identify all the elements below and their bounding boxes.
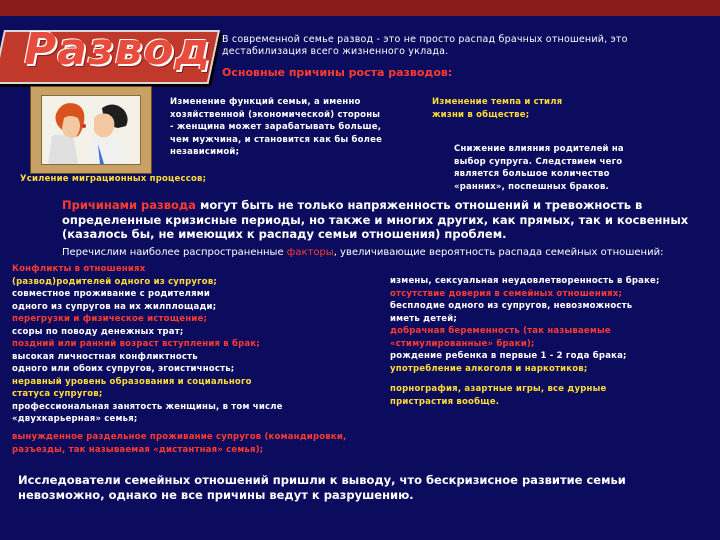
right-factors-list	[390, 275, 660, 375]
kissing-couple-icon	[41, 95, 141, 165]
causes-paragraph	[62, 198, 692, 242]
reason-tempo-line: жизни в обществе;	[432, 109, 530, 120]
factor-item: статуса супругов;	[12, 389, 103, 399]
porn-factor-line: пристрастия вообще.	[390, 396, 500, 407]
factors-paragraph	[62, 246, 692, 259]
reason-functions-line: Изменение функций семьи, а именно	[170, 97, 361, 107]
reason-parents	[454, 143, 624, 193]
factor-item: ссоры по поводу денежных трат;	[12, 326, 184, 337]
factor-item: одного или обоих супругов, эгоистичность;	[12, 364, 235, 374]
factor-item: употребление алкоголя и наркотиков;	[390, 363, 588, 374]
reason-tempo	[432, 96, 562, 121]
factor-item: рождение ребенка в первые 1 - 2 года брака;	[390, 351, 627, 361]
reason-functions-line: чем мужчина, и становится как бы более	[170, 134, 383, 145]
couple-picture	[30, 86, 152, 174]
reason-functions-line: хозяйственной (экономической) стороны	[170, 109, 381, 120]
factor-item: иметь детей;	[390, 313, 458, 324]
factor-item: добрачная беременность (так называемые	[390, 326, 611, 336]
factors-highlight: факторы	[286, 247, 334, 258]
factor-item: одного из супругов на их жилплощади;	[12, 301, 217, 312]
causes-highlight: Причинами развода	[62, 198, 196, 212]
reason-parents-line: является большое количество	[454, 169, 610, 179]
factor-item: Конфликты в отношениях	[12, 264, 146, 274]
factor-item: измены, сексуальная неудовлетворенность в браке;	[390, 276, 660, 286]
reason-migration: Усиление миграционных процессов;	[20, 174, 207, 184]
factor-item: неравный уровень образования и социального	[12, 376, 252, 387]
reason-functions-line: независимой;	[170, 147, 240, 157]
factor-item: бесплодие одного из супругов, невозможность	[390, 301, 633, 311]
factor-item: совместное проживание с родителями	[12, 289, 211, 299]
separate-living-line: вынужденное раздельное проживание супругов (командировки,	[12, 432, 347, 442]
factor-item: «двухкарьерная» семья;	[12, 414, 138, 424]
factor-item: «стимулированные» браки);	[390, 338, 535, 349]
separate-living	[12, 431, 346, 456]
reason-functions	[170, 96, 382, 159]
factor-item: перегрузки и физическое истощение;	[12, 314, 208, 324]
porn-factor	[390, 383, 606, 408]
reason-parents-line: выбор супруга. Следствием чего	[454, 156, 623, 167]
factor-item: высокая личностная конфликтность	[12, 351, 198, 362]
slide-title: Развод	[24, 24, 212, 75]
reasons-heading: Основные причины роста разводов:	[222, 66, 453, 79]
factor-item: (развод)родителей одного из супругов;	[12, 276, 217, 287]
intro-text: В современной семье развод - это не просто распад брачных отношений, это дестабилизация всего жизненного уклада.	[222, 34, 628, 57]
separate-living-line: разъезды, так называемая «дистантная» семья);	[12, 444, 264, 455]
factor-item: профессиональная занятость женщины, в том числе	[12, 401, 283, 412]
conclusion-text: Исследователи семейных отношений пришли к выводу, что бескризисное развитие семьи невозможно, однако не все причины ведут к разрушению.	[18, 473, 626, 502]
top-bar	[0, 0, 720, 16]
left-factors-list	[12, 263, 283, 426]
porn-factor-line: порнография, азартные игры, все дурные	[390, 384, 607, 394]
factor-item: отсутствие доверия в семейных отношениях;	[390, 288, 623, 299]
reason-parents-line: Снижение влияния родителей на	[454, 144, 624, 154]
causes-text: могут быть не только напряженность отношений и тревожность в определенные кризисные периоды, но также и многих других, как прямых, так и косвенных (казалось бы, не имеющих к распаду семьи отношения) проблем.	[62, 198, 689, 241]
reason-parents-line: «ранних», поспешных браков.	[454, 181, 609, 192]
factors-post: , увеличивающие вероятность распада семейных отношений:	[333, 247, 664, 258]
reason-functions-line: - женщина может зарабатывать больше,	[170, 122, 382, 132]
factors-pre: Перечислим наиболее распространенные	[62, 247, 287, 258]
factor-item: поздний или ранний возраст вступления в брак;	[12, 339, 260, 349]
reason-tempo-line: Изменение темпа и стиля	[432, 97, 563, 107]
